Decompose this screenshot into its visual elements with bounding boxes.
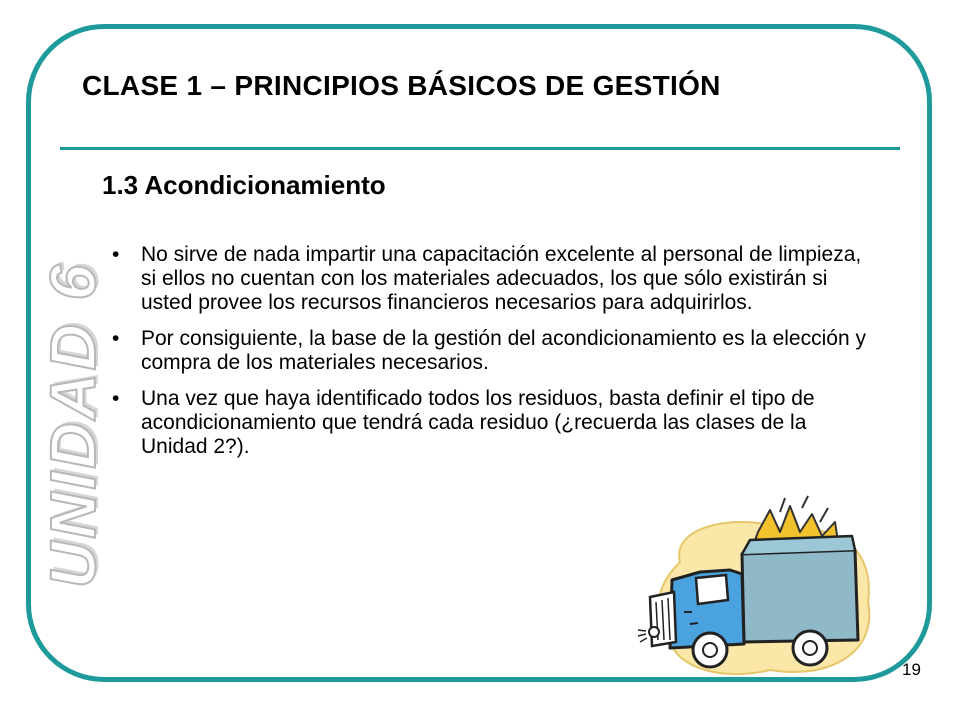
bullet-icon: •	[112, 327, 120, 350]
bullet-icon: •	[112, 387, 120, 410]
slide-title: CLASE 1 – PRINCIPIOS BÁSICOS DE GESTIÓN	[82, 70, 721, 101]
bullet-item	[112, 327, 872, 375]
bullet-text: Por consiguiente, la base de la gestión del acondicionamiento es la elección y compra de los materiales necesarios.	[141, 327, 866, 374]
bullet-icon: •	[112, 243, 120, 266]
section-heading: 1.3 Acondicionamiento	[102, 170, 386, 200]
bullet-text: No sirve de nada impartir una capacitación excelente al personal de limpieza, si ellos no cuentan con los materiales adecuados, los que sólo existirán si usted provee los recursos financieros necesarios para adquirirlos.	[141, 243, 862, 314]
bullet-text: Una vez que haya identificado todos los residuos, basta definir el tipo de acondicionamiento que tendrá cada residuo (¿recuerda las clases de la Unidad 2?).	[141, 387, 815, 458]
bullet-item	[112, 387, 872, 459]
bullet-list	[112, 243, 872, 471]
title-divider	[60, 147, 900, 150]
page-number: 19	[902, 660, 921, 679]
bullet-item	[112, 243, 872, 315]
garbage-truck-icon	[630, 492, 880, 682]
unit-watermark: UNIDAD 6	[37, 261, 109, 588]
